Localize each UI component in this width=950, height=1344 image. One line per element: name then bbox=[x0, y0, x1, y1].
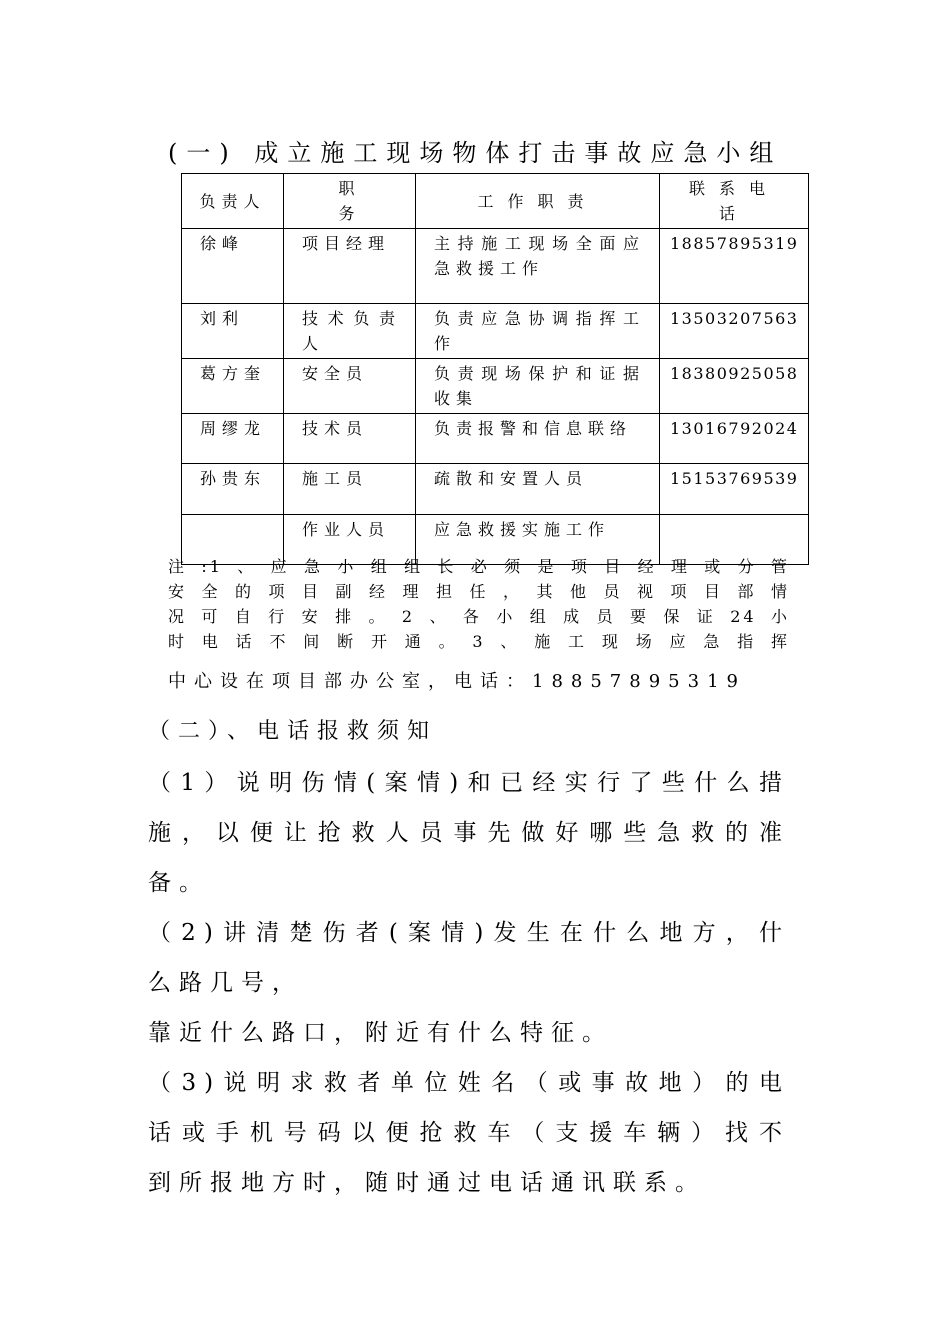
note-line: 时电话不间断开通。3、施工现场应急指挥 bbox=[168, 632, 790, 651]
paragraph-line: 么路几号， bbox=[148, 970, 303, 996]
paragraph-line: 备。 bbox=[148, 870, 210, 896]
paragraph-line: （2)讲清楚伤者(案情)发生在什么地方，什 bbox=[148, 920, 790, 946]
note-line: 况可自行安排。2、各小组成员要保证24小 bbox=[168, 607, 790, 626]
table-row bbox=[182, 464, 809, 515]
cell-duty: 疏散和安置人员 bbox=[416, 464, 660, 515]
paragraph-line: 施，以便让抢救人员事先做好哪些急救的准 bbox=[148, 820, 790, 846]
paragraph-line: （1）说明伤情(案情)和已经实行了些什么措 bbox=[148, 770, 790, 796]
header-responsible: 负责人 bbox=[182, 174, 284, 229]
cell-duty: 应急救援实施工作 bbox=[416, 515, 660, 565]
table-row bbox=[182, 414, 809, 464]
cell-role: 技术员 bbox=[284, 414, 416, 464]
cell-name: 刘利 bbox=[182, 304, 284, 359]
cell-phone: 18380925058 bbox=[660, 359, 809, 414]
paragraph-line: 话或手机号码以便抢救车（支援车辆）找不 bbox=[148, 1120, 790, 1146]
cell-role: 项目经理 bbox=[284, 229, 416, 304]
cell-name: 徐峰 bbox=[182, 229, 284, 304]
cell-phone: 18857895319 bbox=[660, 229, 809, 304]
section2-heading: （二）、电话报救须知 bbox=[148, 719, 438, 744]
cell-duty: 负责报警和信息联络 bbox=[416, 414, 660, 464]
section-title: (一) 成立施工现场物体打击事故应急小组 bbox=[168, 139, 783, 167]
cell-name: 孙贵东 bbox=[182, 464, 284, 515]
cell-role: 施工员 bbox=[284, 464, 416, 515]
header-position: 职务 bbox=[284, 174, 416, 229]
cell-role: 作业人员 bbox=[284, 515, 416, 565]
note-line: 安全的项目副经理担任，其他员视项目部情 bbox=[168, 582, 790, 601]
table-header-row bbox=[182, 174, 809, 229]
note-line: 注:1、应急小组组长必须是项目经理或分管 bbox=[168, 557, 790, 576]
paragraph-line: 靠近什么路口，附近有什么特征。 bbox=[148, 1020, 613, 1046]
table-row bbox=[182, 229, 809, 304]
paragraph-line: （3)说明求救者单位姓名（或事故地）的电 bbox=[148, 1070, 790, 1096]
cell-duty: 主持施工现场全面应急救援工作 bbox=[416, 229, 660, 304]
cell-role: 安全员 bbox=[284, 359, 416, 414]
table-row bbox=[182, 304, 809, 359]
cell-name: 葛方奎 bbox=[182, 359, 284, 414]
cell-phone: 13503207563 bbox=[660, 304, 809, 359]
emergency-team-table bbox=[181, 173, 809, 565]
table-row bbox=[182, 359, 809, 414]
cell-duty: 负责应急协调指挥工作 bbox=[416, 304, 660, 359]
header-duty: 工作职责 bbox=[416, 174, 660, 229]
paragraph-line: 到所报地方时，随时通过电话通讯联系。 bbox=[148, 1170, 706, 1196]
cell-phone: 13016792024 bbox=[660, 414, 809, 464]
cell-name: 周缪龙 bbox=[182, 414, 284, 464]
header-phone: 联系电话 bbox=[660, 174, 809, 229]
cell-phone: 15153769539 bbox=[660, 464, 809, 515]
cell-role: 技术负责人 bbox=[284, 304, 416, 359]
note-line: 中心设在项目部办公室，电话：18857895319 bbox=[168, 671, 746, 692]
cell-duty: 负责现场保护和证据收集 bbox=[416, 359, 660, 414]
